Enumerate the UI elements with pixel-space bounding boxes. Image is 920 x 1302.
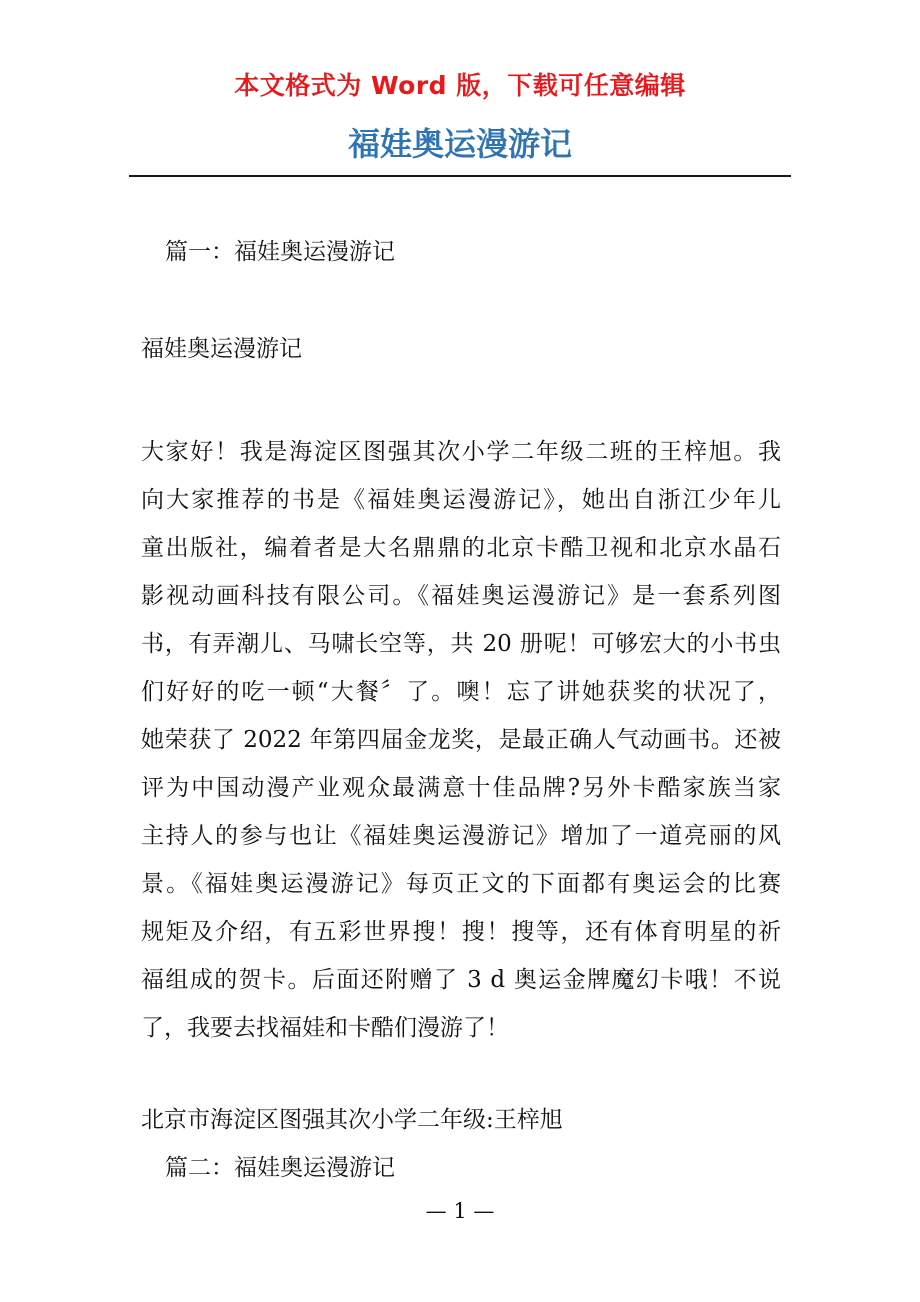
download-notice: 本文格式为 Word 版，下载可任意编辑: [234, 71, 686, 100]
paragraph-line: 书，有弄潮儿、马啸长空等，共 20 册呢！可够宏大的小书虫: [141, 631, 781, 657]
section-heading-1: 篇一：福娃奥运漫游记: [165, 239, 395, 265]
paragraph-line: 童出版社，编着者是大名鼎鼎的北京卡酷卫视和北京水晶石: [141, 535, 781, 561]
paragraph-line: 向大家推荐的书是《福娃奥运漫游记》，她出自浙江少年儿: [141, 487, 781, 513]
paragraph-line: 规矩及介绍，有五彩世界搜！搜！搜等，还有体育明星的祈: [141, 919, 781, 945]
paragraph-line: 了，我要去找福娃和卡酷们漫游了！: [141, 1015, 509, 1041]
paragraph-line: 大家好！我是海淀区图强其次小学二年级二班的王梓旭。我: [141, 439, 781, 465]
page-number: — 1 —: [425, 1199, 495, 1223]
paragraph-line: 景。《福娃奥运漫游记》每页正文的下面都有奥运会的比赛: [141, 871, 781, 897]
author-signature: 北京市海淀区图强其次小学二年级:王梓旭: [141, 1107, 563, 1133]
paragraph-line: 福组成的贺卡。后面还附赠了 3 d 奥运金牌魔幻卡哦！不说: [141, 967, 781, 993]
document-title: 福娃奥运漫游记: [347, 125, 572, 163]
paragraph-line: 影视动画科技有限公司。《福娃奥运漫游记》是一套系列图: [141, 583, 781, 609]
article-title: 福娃奥运漫游记: [141, 336, 302, 362]
paragraph-line: 评为中国动漫产业观众最满意十佳品牌?另外卡酷家族当家: [141, 775, 781, 801]
header-divider: [129, 175, 791, 177]
paragraph-line: 主持人的参与也让《福娃奥运漫游记》增加了一道亮丽的风: [141, 823, 781, 849]
section-heading-2: 篇二：福娃奥运漫游记: [165, 1155, 395, 1181]
body-paragraph: [141, 428, 781, 1052]
paragraph-line: 们好好的吃一顿“大餐〞了。噢！忘了讲她获奖的状况了，: [141, 679, 781, 705]
paragraph-line: 她荣获了 2022 年第四届金龙奖，是最正确人气动画书。还被: [141, 727, 781, 753]
